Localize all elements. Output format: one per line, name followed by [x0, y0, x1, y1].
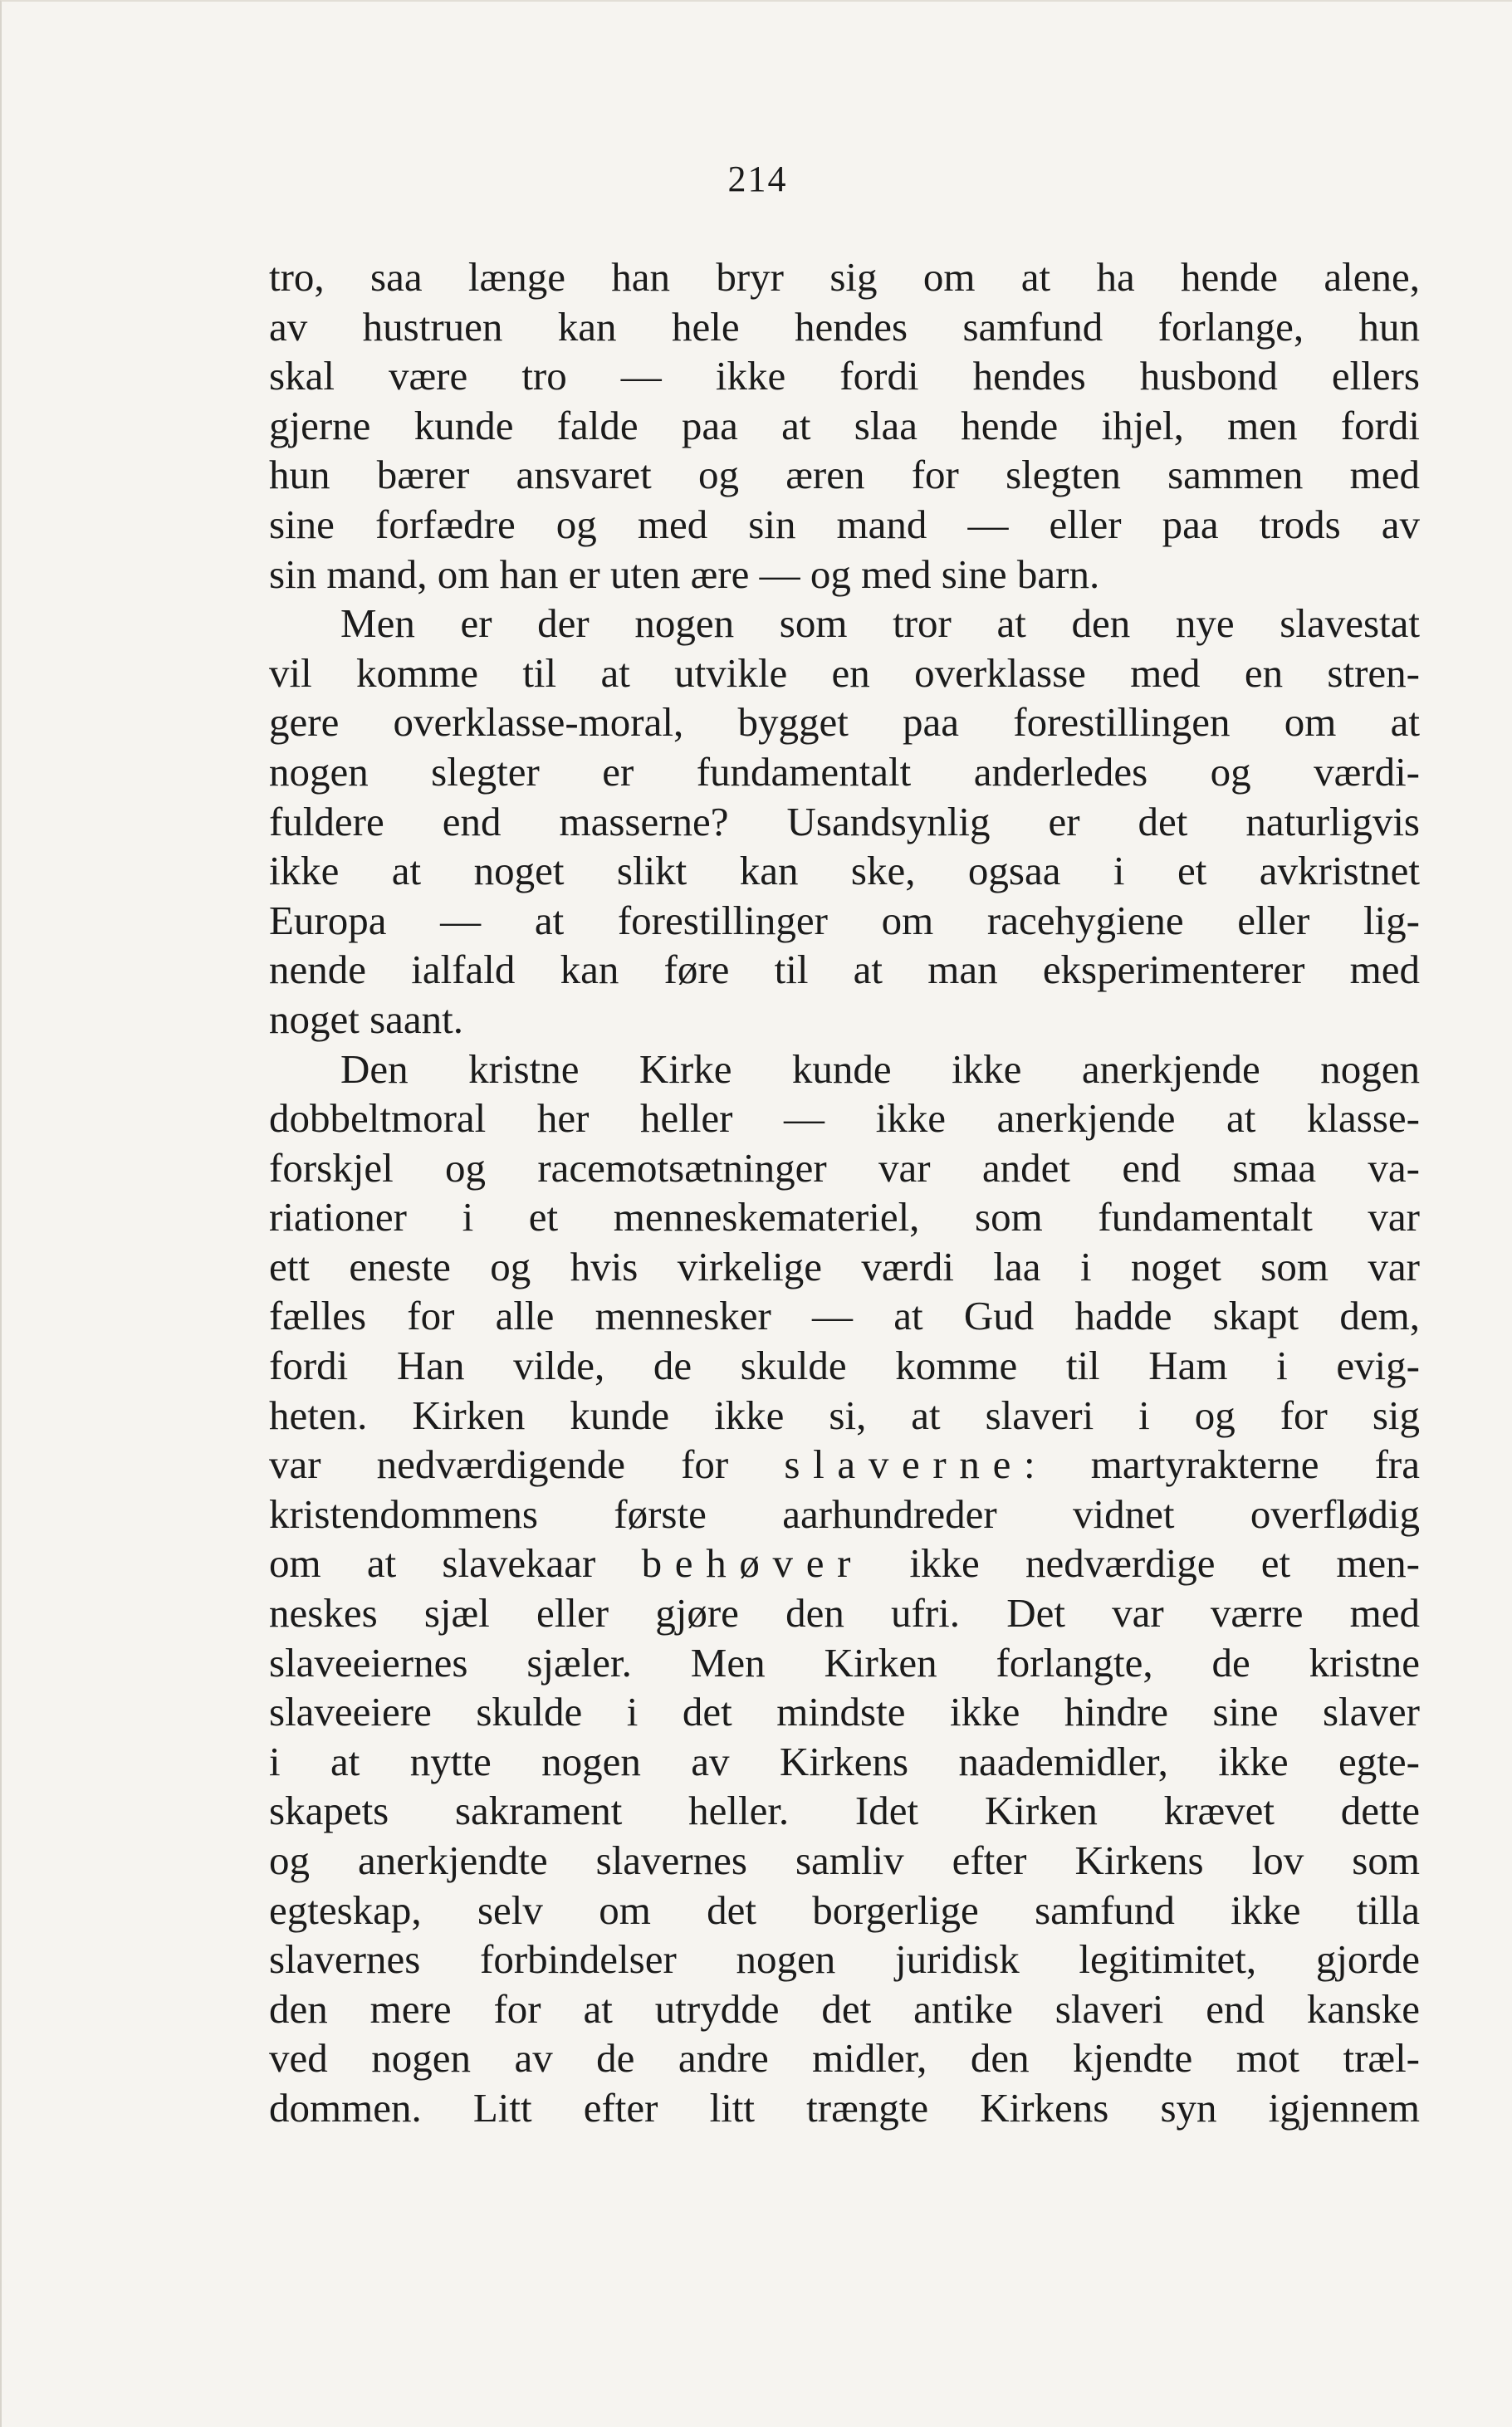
text-line: sine forfædre og med sin mand — eller paa trods av	[269, 501, 1420, 547]
paragraph-start-line: Men er der nogen som tror at den nye slavestat	[340, 600, 1420, 647]
line-text: var nedværdigende for	[269, 1441, 785, 1488]
text-line: ett eneste og hvis virkelige værdi laa i noget som var	[269, 1243, 1420, 1289]
text-line: nende ialfald kan føre til at man eksperimenterer med	[269, 947, 1420, 993]
text-line: riationer i et menneskemateriel, som fundamentalt var	[269, 1194, 1420, 1240]
text-line: noget saant.	[269, 996, 464, 1042]
text-line: heten. Kirken kunde ikke si, at slaveri i og for sig	[269, 1392, 1420, 1438]
page-number: 214	[727, 159, 788, 199]
text-line: ved nogen av de andre midler, den kjendte mot træl-	[269, 2035, 1420, 2082]
line-text: om at slavekaar	[269, 1540, 642, 1587]
text-line: fordi Han vilde, de skulde komme til Ham i evig-	[269, 1343, 1420, 1389]
emphasized-word: behøver	[641, 1540, 864, 1587]
text-line: slaveeiernes sjæler. Men Kirken forlangte, de kristne	[269, 1639, 1420, 1686]
text-line: og anerkjendte slavernes samliv efter Kirkens lov som	[269, 1837, 1420, 1883]
text-line: hun bærer ansvaret og æren for slegten sammen med	[269, 452, 1420, 498]
paragraph-start-line: Den kristne Kirke kunde ikke anerkjende nogen	[340, 1045, 1420, 1092]
text-line: ikke at noget slikt kan ske, ogsaa i et avkristnet	[269, 848, 1420, 894]
text-line: neskes sjæl eller gjøre den ufri. Det var værre med	[269, 1590, 1420, 1637]
text-line	[269, 1440, 1420, 1490]
text-line	[269, 1539, 1420, 1588]
text-line: gere overklasse-moral, bygget paa forestillingen om at	[269, 699, 1420, 746]
text-line: fælles for alle mennesker — at Gud hadde skapt dem,	[269, 1293, 1420, 1339]
text-line: kristendommens første aarhundreder vidnet overflødig	[269, 1490, 1420, 1537]
line-text: ikke nedværdige et men-	[864, 1540, 1420, 1587]
text-line: slaveeiere skulde i det mindste ikke hindre sine slaver	[269, 1689, 1420, 1735]
text-line: dommen. Litt efter litt trængte Kirkens syn igjennem	[269, 2084, 1420, 2131]
text-line: sin mand, om han er uten ære — og med sine barn.	[269, 550, 1100, 597]
text-line: nogen slegter er fundamentalt anderledes og værdi-	[269, 748, 1420, 795]
text-line: gjerne kunde falde paa at slaa hende ihjel, men fordi	[269, 402, 1420, 448]
text-line: fuldere end masserne? Usandsynlig er det naturligvis	[269, 798, 1420, 844]
text-line: dobbeltmoral her heller — ikke anerkjende at klasse-	[269, 1095, 1420, 1142]
text-line: tro, saa længe han bryr sig om at ha hende alene,	[269, 254, 1420, 300]
text-line: forskjel og racemotsætninger var andet end smaa va-	[269, 1144, 1420, 1191]
text-line: Europa — at forestillinger om racehygiene eller lig-	[269, 897, 1420, 943]
text-line: skapets sakrament heller. Idet Kirken krævet dette	[269, 1788, 1420, 1834]
text-line: egteskap, selv om det borgerlige samfund ikke tilla	[269, 1886, 1420, 1933]
text-line: den mere for at utrydde det antike slaveri end kanske	[269, 1985, 1420, 2032]
text-line: vil komme til at utvikle en overklasse med en stren-	[269, 649, 1420, 696]
text-line: skal være tro — ikke fordi hendes husbond ellers	[269, 353, 1420, 399]
text-line: av hustruen kan hele hendes samfund forlange, hun	[269, 303, 1420, 350]
body-text	[269, 252, 1420, 2133]
emphasized-word: slaverne	[784, 1441, 1025, 1488]
line-text: : martyrakterne fra	[1024, 1441, 1420, 1488]
text-line: i at nytte nogen av Kirkens naademidler, ikke egte-	[269, 1738, 1420, 1784]
text-line: slavernes forbindelser nogen juridisk legitimitet, gjorde	[269, 1936, 1420, 1983]
